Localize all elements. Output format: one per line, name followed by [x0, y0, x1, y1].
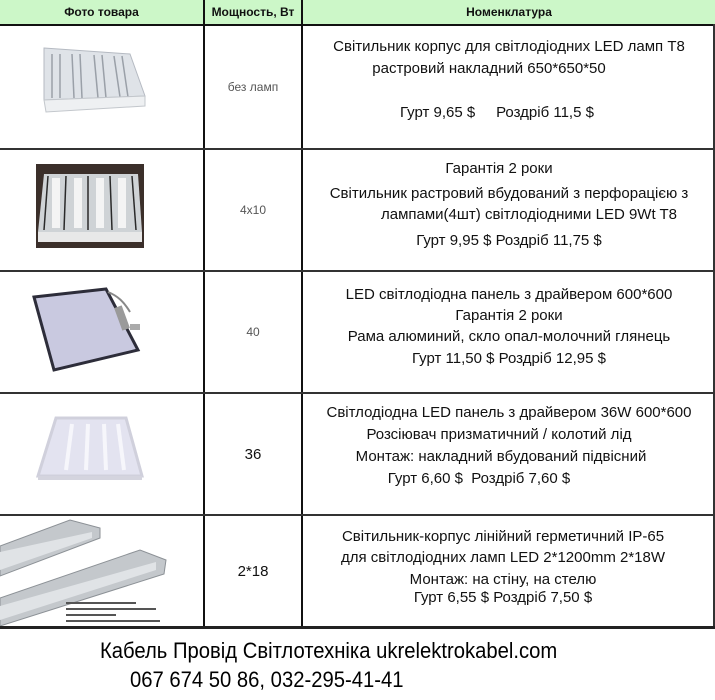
product-spec: Розсіювач призматичний / колотий лід [366, 426, 632, 443]
recessed-grid-luminaire-icon [0, 26, 203, 148]
power-value: без ламп [227, 80, 279, 94]
product-spec: растровий накладний 650*650*50 [372, 60, 606, 77]
product-title: LED світлодіодна панель з драйвером 600*600 [345, 286, 673, 303]
product-price: Гурт 9,65 $ Роздріб 11,5 $ [400, 104, 594, 121]
header-power: Мощность, Вт [211, 5, 295, 19]
product-spec: Рама алюминий, скло опал-молочний глянець [347, 328, 671, 345]
grid-luminaire-with-lamps-icon [0, 150, 203, 270]
description-cell [303, 26, 715, 148]
product-price: Гурт 11,50 $ Роздріб 12,95 $ [412, 350, 606, 367]
product-price: Гурт 6,55 $ Роздріб 7,50 $ [413, 589, 593, 606]
description-cell [303, 516, 715, 626]
table-row [0, 272, 715, 394]
description-cell [303, 272, 715, 392]
power-cell [205, 394, 301, 514]
description-cell [303, 394, 715, 514]
power-value: 40 [246, 325, 260, 339]
table-row [0, 394, 715, 516]
mounting-text: Монтаж: накладний вбудований підвісний [355, 448, 647, 465]
product-price: Гурт 9,95 $ Роздріб 11,75 $ [416, 232, 602, 249]
product-title: Світильник-корпус лінійний герметичний IP-65 [341, 528, 665, 545]
table-header [0, 0, 715, 26]
prismatic-led-panel-icon [0, 394, 203, 514]
power-value: 4x10 [239, 203, 267, 217]
footer-company-line: Кабель Провід Світлотехніка ukrelektrokabel.com [100, 638, 558, 663]
header-photo: Фото товара [64, 5, 139, 19]
product-price: Гурт 6,60 $ Роздріб 7,60 $ [387, 470, 571, 487]
table-row [0, 26, 715, 150]
table-row [0, 516, 715, 629]
warranty-text: Гарантія 2 роки [445, 160, 553, 177]
product-spec: лампами(4шт) світлодіодними LED 9Wt T8 [380, 206, 678, 223]
warranty-text: Гарантія 2 роки [455, 307, 563, 324]
power-value: 2*18 [237, 562, 269, 580]
power-cell [205, 26, 301, 148]
led-panel-icon [0, 272, 203, 392]
header-name: Номенклатура [466, 5, 552, 19]
power-cell [205, 516, 301, 626]
power-cell [205, 150, 301, 270]
product-spec: для світлодіодних ламп LED 2*1200mm 2*18W [340, 549, 666, 566]
footer-phone-line: 067 674 50 86, 032-295-41-41 [130, 667, 404, 692]
product-title: Світлодіодна LED панель з драйвером 36W 600*600 [326, 404, 692, 421]
mounting-text: Монтаж: на стіну, на стелю [409, 571, 597, 588]
sealed-linear-luminaire-icon [0, 516, 203, 626]
product-title: Світильник корпус для світлодіодних LED ламп Т8 [333, 38, 685, 55]
power-value: 36 [244, 445, 262, 463]
description-cell [303, 150, 715, 270]
power-cell [205, 272, 301, 392]
product-title: Світильник растровий вбудований з перфорацією з [329, 185, 689, 202]
table-row [0, 150, 715, 272]
